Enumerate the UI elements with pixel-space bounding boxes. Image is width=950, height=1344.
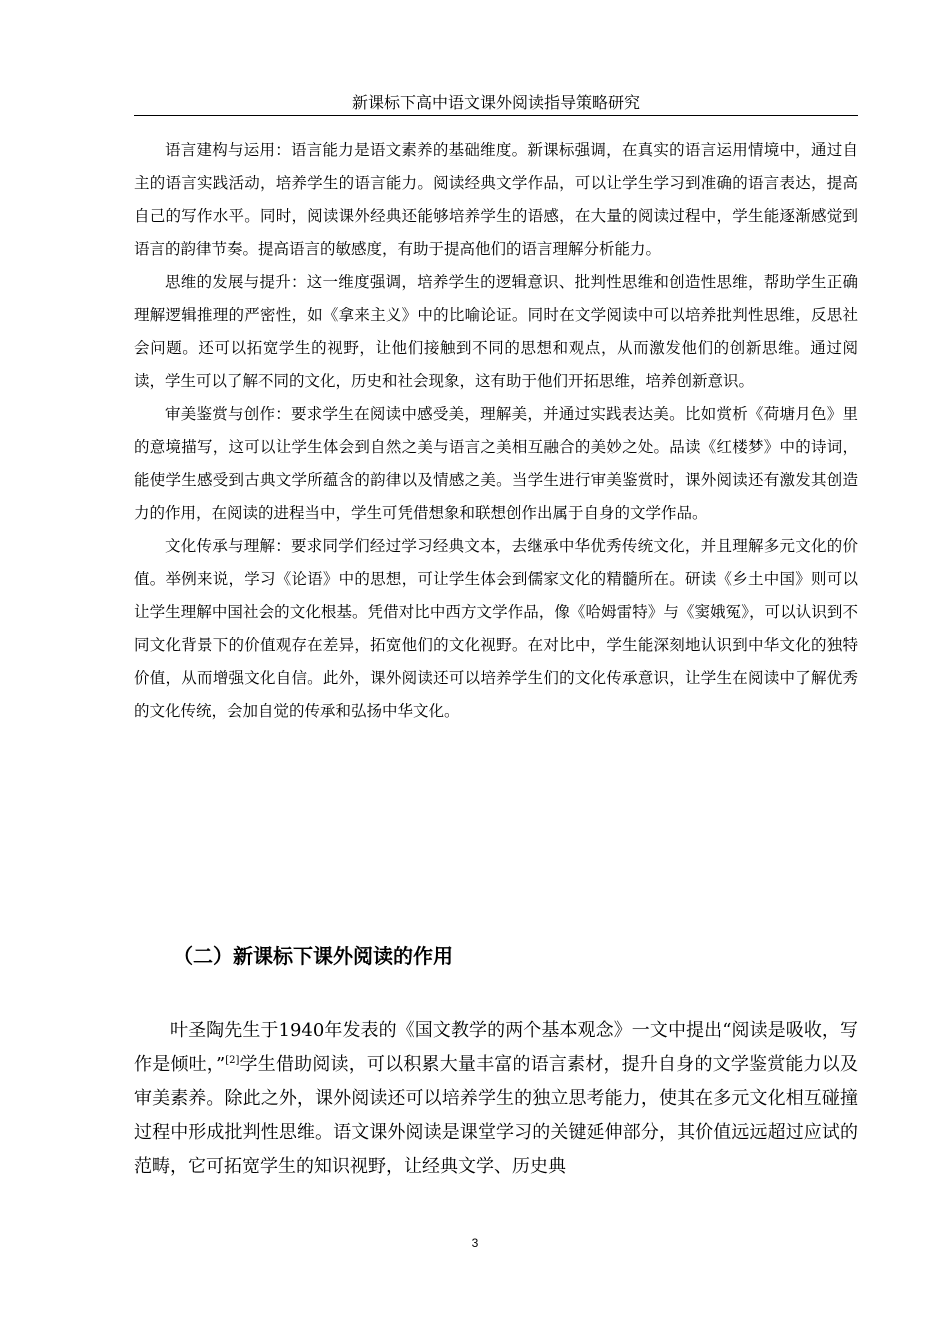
section-heading: （二）新课标下课外阅读的作用 [173,944,453,968]
running-title: 新课标下高中语文课外阅读指导策略研究 [351,93,640,112]
section-body [134,1014,858,1184]
citation-marker[interactable]: [2] [225,1055,240,1066]
page-number: 3 [471,1236,479,1250]
page-header [134,92,858,116]
paragraph-language: 语言建构与运用：语言能力是语文素养的基础维度。新课标强调，在真实的语言运用情境中，通过自主的语言实践活动，培养学生的语言能力。阅读经典文学作品，可以让学生学习到准确的语言表达，提高自己的写作水平。同时，阅读课外经典还能够培养学生的语感，在大量的阅读过程中，学生能逐渐感觉到语言的韵律节奏。提高语言的敏感度，有助于提高他们的语言理解分析能力。 [134,141,858,258]
paragraph-text-after-citation: 学生借助阅读，可以积累大量丰富的语言素材，提升自身的文学鉴赏能力以及审美素养。除此之外，课外阅读还可以培养学生的独立思考能力，使其在多元文化相互碰撞过程中形成批判性思维。语文课外阅读是课堂学习的关键延伸部分，其价值远远超过应试的范畴，它可拓宽学生的知识视野，让经典文学、历史典 [134,1054,859,1177]
paragraph-role-of-reading [134,1014,858,1184]
paragraph-culture: 文化传承与理解：要求同学们经过学习经典文本，去继承中华优秀传统文化，并且理解多元文化的价值。举例来说，学习《论语》中的思想，可让学生体会到儒家文化的精髓所在。研读《乡土中国》则可以让学生理解中国社会的文化根基。凭借对比中西方文学作品，像《哈姆雷特》与《窦娥冤》，可以认识到不同文化背景下的价值观存在差异，拓宽他们的文化视野。在对比中，学生能深刻地认识到中华文化的独特价值，从而增强文化自信。此外，课外阅读还可以培养学生们的文化传承意识，让学生在阅读中了解优秀的文化传统，会加自觉的传承和弘扬中华文化。 [134,537,858,720]
paragraph-thinking: 思维的发展与提升：这一维度强调，培养学生的逻辑意识、批判性思维和创造性思维，帮助学生正确理解逻辑推理的严密性，如《拿来主义》中的比喻论证。同时在文学阅读中可以培养批判性思维，反思社会问题。还可以拓宽学生的视野，让他们接触到不同的思想和观点，从而激发他们的创新思维。通过阅读，学生可以了解不同的文化，历史和社会现象，这有助于他们开拓思维，培养创新意识。 [134,273,858,390]
paragraph-aesthetics: 审美鉴赏与创作：要求学生在阅读中感受美，理解美，并通过实践表达美。比如赏析《荷塘月色》里的意境描写，这可以让学生体会到自然之美与语言之美相互融合的美妙之处。品读《红楼梦》中的诗词，能使学生感受到古典文学所蕴含的韵律以及情感之美。当学生进行审美鉴赏时，课外阅读还有激发其创造力的作用，在阅读的进程当中，学生可凭借想象和联想创作出属于自身的文学作品。 [134,405,858,522]
paragraph-text-before-citation: 叶圣陶先生于1940年发表的《国文教学的两个基本观念》一文中提出“阅读是吸收，写作是倾吐，” [134,1020,858,1075]
body-text [134,134,858,728]
